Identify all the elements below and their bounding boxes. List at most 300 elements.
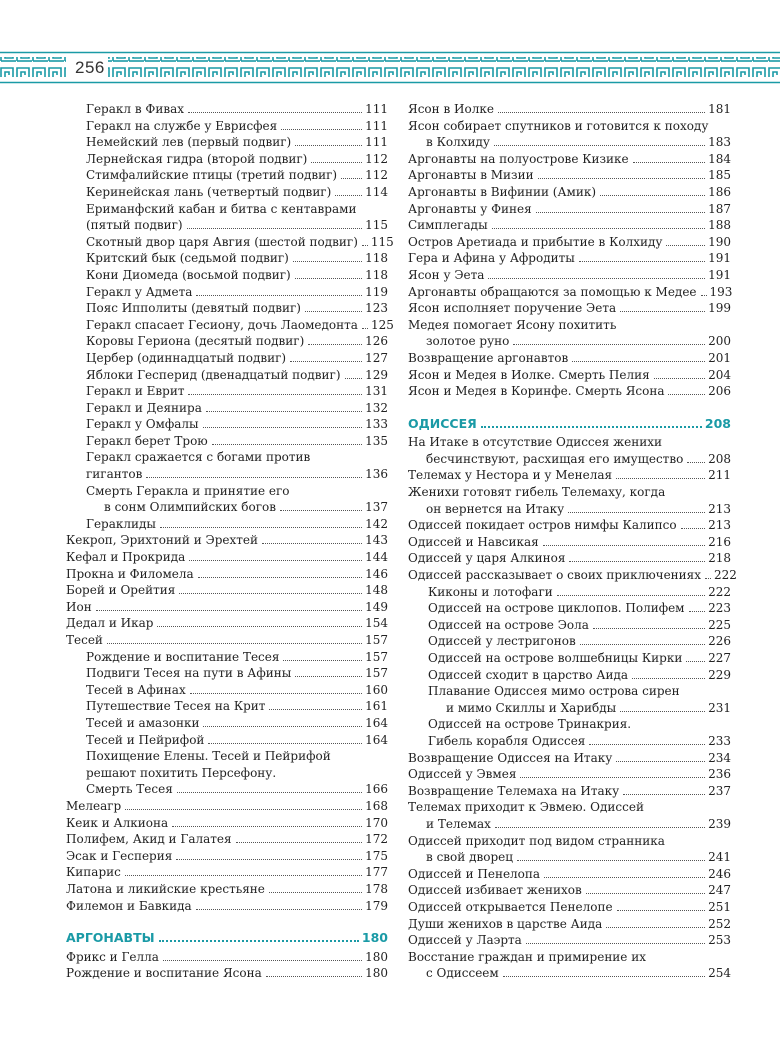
toc-entry-title: Смерть Геракла и принятие его [86,483,290,498]
toc-entry-title: Скотный двор царя Авгия (шестой подвиг) [86,234,358,249]
dot-leader [311,162,362,163]
toc-page-number: 223 [708,601,731,616]
toc-entry[interactable] [408,667,731,684]
toc-entry[interactable] [66,632,388,649]
dot-leader [362,245,368,246]
toc-page-number: 253 [708,933,731,948]
dot-leader [492,228,705,229]
toc-entry-title: АРГОНАВТЫ [66,930,155,946]
toc-entry[interactable] [408,118,731,151]
toc-entry-title: Латона и ликийские крестьяне [66,881,265,896]
toc-page-number: 222 [714,568,737,583]
toc-entry-title: золотое руно [426,334,510,349]
toc-entry[interactable] [408,517,731,534]
meander-border-icon [0,44,780,92]
toc-entry-title: Критский бык (седьмой подвиг) [86,251,289,266]
toc-entry[interactable] [408,584,731,601]
toc-page-number: 206 [708,384,731,399]
toc-page-number: 125 [370,317,394,332]
toc-page-number: 239 [708,816,731,831]
toc-page-number: 233 [708,733,731,748]
toc-entry[interactable] [66,582,388,599]
dot-leader [212,444,362,445]
toc-entry-title: в сонм Олимпийских богов [104,500,276,515]
toc-entry[interactable] [408,350,731,367]
dot-leader [269,709,362,710]
toc-entry-title: Одиссей на острове Эола [428,617,589,632]
toc-entry-title: Одиссей избивает женихов [408,883,582,898]
toc-entry[interactable] [408,716,731,749]
toc-page-number: 225 [708,617,731,632]
toc-entry-title: Геракл берет Трою [86,433,208,448]
toc-entry[interactable] [66,566,388,583]
toc-page-number: 208 [708,451,731,466]
toc-entry-title: Ясон исполняет поручение Эета [408,301,617,316]
toc-page-number: 170 [365,815,388,830]
dot-leader [269,892,362,893]
dot-leader [536,212,705,213]
toc-page-number: 218 [708,551,731,566]
toc-entry-title: Геракл и Деянира [86,400,202,415]
dot-leader [568,512,705,513]
toc-entry-title: Ясон и Медея в Коринфе. Смерть Ясона [408,384,665,399]
dot-leader [668,394,705,395]
dot-leader [176,859,362,860]
toc-entry[interactable] [66,864,388,881]
toc-entry[interactable] [66,284,388,301]
toc-page-number: 188 [708,218,731,233]
toc-entry-title: ОДИССЕЯ [408,415,477,431]
toc-page-number: 148 [365,583,388,598]
toc-page-number: 231 [708,700,731,715]
dot-leader [481,426,702,428]
dot-leader [498,112,705,113]
toc-entry-title: Эсак и Гесперия [66,848,173,863]
toc-entry[interactable] [408,617,731,634]
toc-entry[interactable] [408,899,731,916]
dot-leader [633,162,705,163]
toc-entry-title: Одиссей приходит под видом странника [408,833,665,848]
toc-entry-title: Одиссей и Пенелопа [408,866,541,881]
toc-entry[interactable] [66,118,388,135]
toc-page-number: 200 [708,334,731,349]
dot-leader [543,545,705,546]
toc-entry[interactable] [66,848,388,865]
toc-page-number: 132 [365,400,388,415]
toc-entry-title: Ериманфский кабан и битва с кентаврами [86,201,357,216]
toc-page-number: 136 [365,467,388,482]
toc-entry[interactable] [66,815,388,832]
toc-entry[interactable] [66,748,388,798]
toc-page-number: 164 [365,715,388,730]
dot-leader [616,478,705,479]
toc-entry[interactable] [66,516,388,533]
toc-entry[interactable] [408,866,731,883]
toc-entry[interactable] [66,698,388,715]
dot-leader [280,510,362,511]
toc-entry[interactable] [408,467,731,484]
dot-leader [538,178,706,179]
toc-entry[interactable] [408,201,731,218]
toc-entry-title: Геракл у Омфалы [86,417,199,432]
toc-page-number: 246 [708,866,731,881]
toc-entry-title: Медея помогает Ясону похитить [408,317,617,332]
toc-entry[interactable] [66,615,388,632]
toc-entry[interactable] [66,449,388,482]
toc-column-right [408,101,737,982]
toc-entry[interactable] [66,317,394,334]
toc-entry[interactable] [408,766,731,783]
toc-entry[interactable] [66,433,388,450]
toc-entry[interactable] [66,881,388,898]
dot-leader [572,361,705,362]
toc-entry[interactable] [408,882,731,899]
toc-entry-title: Рождение и воспитание Ясона [66,966,262,981]
dot-leader [687,462,705,463]
toc-entry-title: Одиссей у царя Алкиноя [408,551,566,566]
toc-entry[interactable] [66,234,394,251]
toc-entry[interactable] [66,250,388,267]
toc-entry[interactable] [408,567,737,584]
toc-entry[interactable] [66,732,388,749]
toc-entry[interactable] [66,416,388,433]
toc-entry[interactable] [408,949,731,982]
dot-leader [701,295,707,296]
toc-page-number: 115 [370,234,394,249]
toc-entry-title: Аргонавты на полуострове Кизике [408,151,629,166]
toc-page-number: 254 [708,966,731,981]
toc-entry-title: Восстание граждан и примирение их [408,949,646,964]
toc-entry[interactable] [408,250,731,267]
toc-entry-title: Аргонавты в Мизии [408,168,534,183]
toc-entry-title: Немейский лев (первый подвиг) [86,135,292,150]
toc-entry-title: Остров Аретиада и прибытие в Колхиду [408,234,663,249]
dot-leader [557,595,705,596]
toc-page-number: 126 [365,334,388,349]
toc-entry[interactable] [66,151,388,168]
toc-entry-title: Фрикс и Гелла [66,949,159,964]
dot-leader [187,228,363,229]
toc-entry[interactable] [408,151,731,168]
toc-entry[interactable] [66,101,388,118]
toc-page-number: 193 [709,284,733,299]
toc-entry[interactable] [408,932,731,949]
dot-leader [686,661,705,662]
toc-entry[interactable] [66,965,388,982]
toc-entry-title: Ясон собирает спутников и готовится к походу [408,118,709,133]
dot-leader [606,927,705,928]
toc-page-number: 161 [365,699,388,714]
toc-page-number: 118 [365,251,388,266]
dot-leader [262,543,362,544]
toc-entry[interactable] [66,201,388,234]
toc-entry[interactable] [408,799,731,832]
toc-entry[interactable] [66,350,388,367]
dot-leader [188,394,362,395]
toc-entry[interactable] [66,333,388,350]
dot-leader [705,578,711,579]
toc-entry-title: Керинейская лань (четвертый подвиг) [86,184,332,199]
toc-entry-continuation: решают похитить Персефону. [86,765,277,780]
toc-entry[interactable] [408,167,731,184]
toc-page-number: 190 [708,234,731,249]
toc-page-number: 229 [708,667,731,682]
toc-entry[interactable] [408,916,731,933]
toc-entry-title: Цербер (одиннадцатый подвиг) [86,350,287,365]
toc-entry-title: Одиссей на острове циклопов. Полифем [428,601,685,616]
dot-leader [494,145,705,146]
toc-entry[interactable] [408,600,731,617]
dot-leader [295,676,362,677]
toc-entry[interactable] [66,549,388,566]
toc-entry-title: Коровы Гериона (десятый подвиг) [86,334,305,349]
toc-entry[interactable] [408,550,731,567]
dot-leader [362,328,368,329]
dot-leader [188,112,362,113]
toc-entry[interactable] [408,184,731,201]
toc-entry-title: гигантов [86,467,143,482]
toc-page-number: 160 [365,682,388,697]
toc-entry-title: Одиссей покидает остров нимфы Калипсо [408,518,677,533]
toc-entry-title: Одиссей открывается Пенелопе [408,899,613,914]
toc-entry[interactable] [66,599,388,616]
toc-entry-title: Кеик и Алкиона [66,815,169,830]
dot-leader [526,943,705,944]
toc-entry[interactable] [408,650,731,667]
toc-entry[interactable] [408,317,731,350]
toc-page-number: 177 [365,865,388,880]
toc-page-number: 237 [708,783,731,798]
toc-page-number: 111 [365,102,388,116]
dot-leader [520,777,705,778]
toc-page-number: 180 [361,930,388,946]
toc-entry-title: Геракл сражается с богами против [86,450,311,465]
toc-entry[interactable] [66,267,388,284]
toc-entry-title: Души женихов в царстве Аида [408,916,603,931]
toc-page-number: 131 [365,384,388,399]
toc-page-number: 166 [365,782,388,797]
toc-page-number: 251 [708,899,731,914]
toc-entry-title: Телемах приходит к Эвмею. Одиссей [408,800,644,815]
toc-entry[interactable] [408,534,731,551]
toc-entry[interactable] [66,300,388,317]
toc-page-number: 168 [365,798,388,813]
toc-entry-title: Тесей [66,633,103,647]
toc-page-number: 187 [708,201,731,216]
toc-entry[interactable] [66,831,388,848]
toc-page-number: 137 [365,500,388,515]
toc-entry-title: в Колхиду [426,135,490,150]
dot-leader [190,693,362,694]
toc-page-number: 252 [708,916,731,931]
toc-entry-title: Подвиги Тесея на пути в Афины [86,666,292,681]
toc-entry-title: Одиссей на острове Тринакрия. [428,717,632,732]
toc-entry[interactable] [66,798,388,815]
toc-entry[interactable] [66,167,388,184]
toc-entry[interactable] [408,833,731,866]
dot-leader [345,378,363,379]
toc-entry[interactable] [408,750,731,767]
dot-leader [666,245,705,246]
dot-leader [569,561,705,562]
toc-page-number: 186 [708,184,731,199]
dot-leader [623,794,705,795]
toc-entry[interactable] [66,665,388,682]
toc-page-number: 143 [365,533,388,548]
toc-page-number: 127 [365,350,388,365]
toc-entry[interactable] [408,217,731,234]
dot-leader [295,145,362,146]
dot-leader [589,744,705,745]
dot-leader [593,628,705,629]
toc-page-number: 199 [708,301,731,316]
toc-entry[interactable] [408,633,731,650]
toc-page-number: 144 [365,550,388,565]
dot-leader [341,178,362,179]
toc-entry[interactable] [408,284,731,301]
page-number: 256 [75,58,105,77]
toc-entry[interactable] [408,383,731,400]
toc-entry[interactable] [408,267,731,284]
toc-entry-title: Геракл на службе у Еврисфея [86,118,278,133]
toc-entry-title: Геракл у Адмета [86,284,193,299]
toc-entry-title: Возвращение аргонавтов [408,350,569,365]
toc-page-number: 191 [708,251,731,266]
toc-entry-title: Тесей в Афинах [86,682,186,697]
toc-entry[interactable] [66,483,388,516]
toc-entry[interactable] [408,683,731,716]
toc-page-number: 112 [365,168,388,183]
dot-leader [295,278,362,279]
dot-leader [163,960,362,961]
toc-entry[interactable] [66,400,388,417]
toc-page-number: 204 [708,367,731,382]
dot-leader [580,644,705,645]
toc-entry-title: бесчинствуют, расхищая его имущество [426,451,684,466]
dot-leader [620,311,705,312]
toc-page-number: 247 [708,883,731,898]
toc-entry-title: Одиссей сходит в царство Аида [428,667,629,682]
toc-entry-title: Ясон и Медея в Иолке. Смерть Пелия [408,367,650,382]
toc-entry[interactable] [66,715,388,732]
toc-entry[interactable] [66,649,388,666]
toc-entry[interactable] [408,101,731,118]
dot-leader [125,875,362,876]
toc-page-number: 154 [365,616,388,631]
toc-entry-title: Гера и Афина у Афродиты [408,251,575,266]
dot-leader [196,909,362,910]
toc-entry-title: Ясон у Эета [408,267,485,282]
toc-page-number: 213 [708,501,731,516]
toc-page-number: 180 [365,966,388,981]
toc-entry[interactable] [408,484,731,517]
dot-leader [159,940,359,942]
toc-entry-title: Ясон в Иолке [408,102,494,116]
toc-entry-title: Геракл спасает Гесиону, дочь Лаомедонта [86,317,358,332]
toc-entry-title: Одиссей у Эвмея [408,767,517,782]
dot-leader [172,826,362,827]
toc-entry-title: Смерть Тесея [86,782,173,797]
toc-entry-title: Филемон и Бавкида [66,898,192,913]
dot-leader [177,792,362,793]
dot-leader [125,809,362,810]
toc-page-number: 180 [365,949,388,964]
toc-entry-title: в свой дворец [426,850,513,865]
toc-section-heading[interactable] [408,416,731,433]
dot-leader [107,643,362,644]
toc-entry-title: Кипарис [66,865,121,880]
toc-entry-title: Кефал и Прокрида [66,550,186,565]
dot-leader [281,129,362,130]
toc-page-number: 179 [365,898,388,913]
dot-leader [196,295,362,296]
toc-entry[interactable] [408,434,731,467]
dot-leader [620,711,705,712]
toc-entry[interactable] [66,383,388,400]
dot-leader [305,311,362,312]
toc-entry-title: Гибель корабля Одиссея [428,733,586,748]
dot-leader [198,577,362,578]
toc-page-number: 185 [708,168,731,183]
toc-entry[interactable] [66,949,388,966]
dot-leader [517,860,705,861]
toc-page-number: 172 [365,832,388,847]
toc-page-number: 191 [708,267,731,282]
toc-section-heading[interactable] [66,930,388,947]
toc-entry-title: Плавание Одиссея мимо острова сирен [428,684,680,699]
toc-page-number: 164 [365,732,388,747]
toc-entry-title: Мелеагр [66,798,122,813]
toc-page-number: 142 [365,516,388,531]
toc-page-number: 114 [365,184,388,199]
toc-entry-title: Полифем, Акид и Галатея [66,832,232,847]
toc-page-number: 135 [365,433,388,448]
toc-entry[interactable] [66,898,388,915]
toc-entry-title: Рождение и воспитание Тесея [86,649,280,664]
dot-leader [160,527,362,528]
toc-entry-title: Аргонавты в Вифинии (Амик) [408,184,597,199]
toc-entry[interactable] [66,134,388,151]
dot-leader [544,877,705,878]
toc-entry[interactable] [66,532,388,549]
toc-entry[interactable] [408,234,731,251]
dot-leader [654,378,705,379]
toc-page-number: 149 [365,599,388,614]
toc-entry[interactable] [66,184,388,201]
toc-entry[interactable] [408,300,731,317]
toc-entry[interactable] [66,682,388,699]
toc-entry-title: На Итаке в отсутствие Одиссея женихи [408,435,663,450]
toc-page-number: 227 [708,651,731,665]
toc-entry-title: Симплегады [408,218,488,233]
toc-page-number: 112 [365,151,388,166]
toc-entry-title: с Одиссеем [426,966,499,981]
toc-page-number: 157 [365,666,388,681]
dot-leader [290,361,362,362]
dot-leader [616,761,705,762]
toc-entry[interactable] [408,783,731,800]
dot-leader [208,743,362,744]
toc-entry[interactable] [66,367,388,384]
toc-entry-title: Путешествие Тесея на Крит [86,699,266,714]
dot-leader [617,910,706,911]
toc-entry[interactable] [408,367,731,384]
toc-entry-title: Возвращение Одиссея на Итаку [408,750,613,765]
toc-entry-title: Гераклиды [86,516,156,531]
toc-page-number: 157 [365,649,388,664]
dot-leader [681,528,706,529]
toc-page-number: 241 [708,850,731,865]
